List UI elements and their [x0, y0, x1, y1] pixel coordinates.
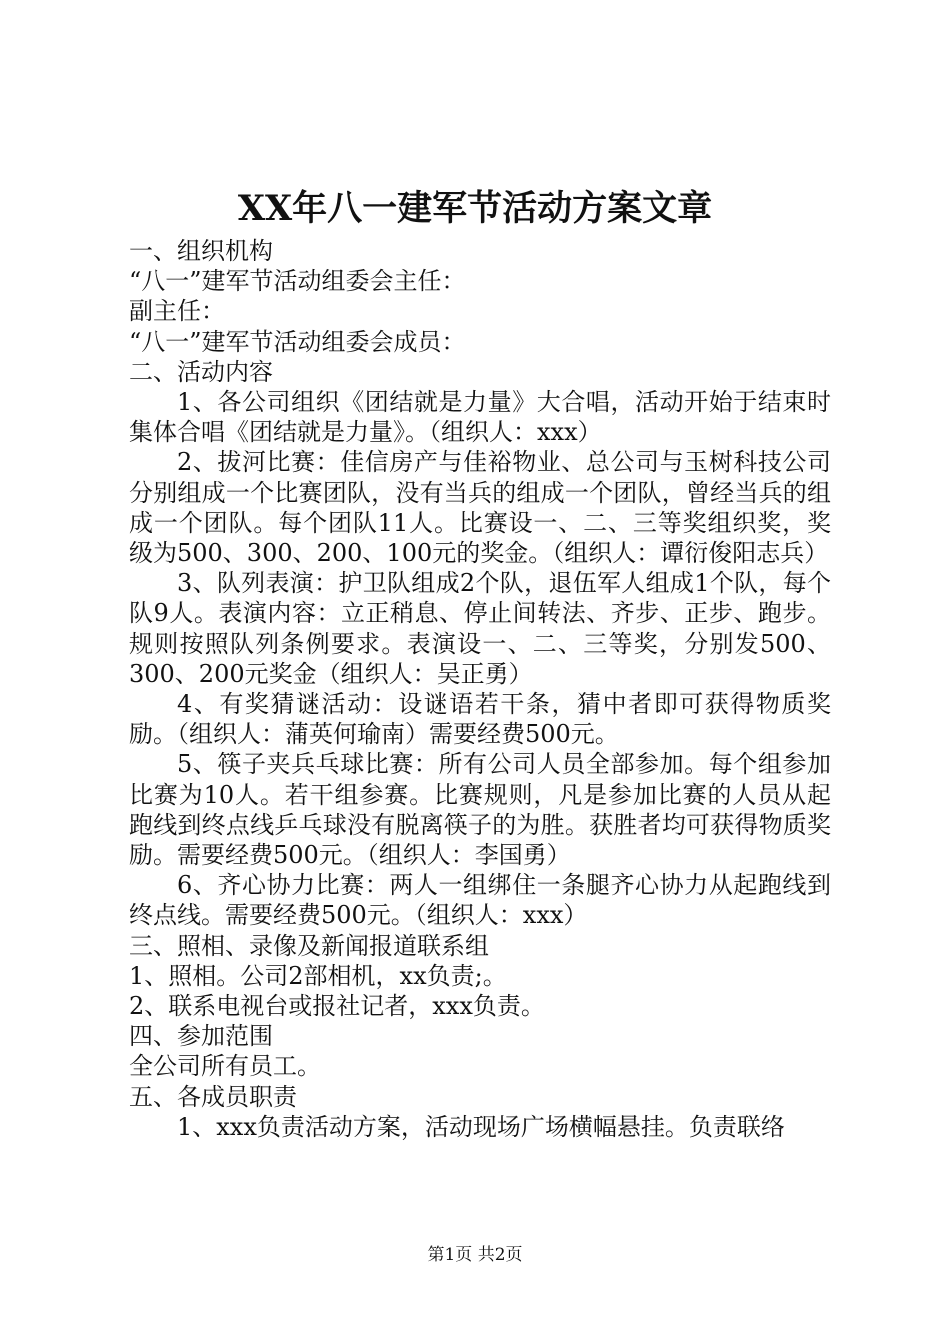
paragraph-committee-members: “八一”建军节活动组委会成员：: [129, 327, 466, 356]
paragraph-media-photo: 1、照相。公司2部相机，xx负责;。: [129, 961, 507, 990]
paragraph-activity-drill: 3、队列表演：护卫队组成2个队，退伍军人组成1个队，每个队9人。表演内容：立正稍息、停止间转法、齐步、正步、跑步。规则按照队列条例要求。表演设一、二、三等奖，分别发500、300、200元奖金（组织人：吴正勇）: [129, 569, 831, 688]
section-heading-media: 三、照相、录像及新闻报道联系组: [129, 931, 489, 960]
document-title: XX年八一建军节活动方案文章: [237, 188, 713, 229]
section-heading-scope: 四、参加范围: [129, 1022, 273, 1051]
section-heading-activities: 二、活动内容: [129, 357, 273, 386]
paragraph-media-press: 2、联系电视台或报社记者，xxx负责。: [129, 992, 545, 1021]
document-body: [129, 236, 831, 1142]
paragraph-activity-three-legged: 6、齐心协力比赛：两人一组绑住一条腿齐心协力从起跑线到终点线。需要经费500元。（组织人：xxx）: [129, 871, 831, 930]
paragraph-deputy-director: 副主任：: [129, 297, 225, 326]
paragraph-duty-1: 1、xxx负责活动方案，活动现场广场横幅悬挂。负责联络: [177, 1112, 785, 1141]
page-number-footer: 第1页 共2页: [427, 1245, 523, 1265]
paragraph-activity-tug-of-war: 2、拔河比赛：佳信房产与佳裕物业、总公司与玉树科技公司分别组成一个比赛团队，没有当兵的组成一个团队，曾经当兵的组成一个团队。每个团队11人。比赛设一、二、三等奖组织奖，奖级为500、300、200、100元的奖金。（组织人：谭衍俊阳志兵）: [129, 448, 831, 568]
paragraph-activity-chopsticks: 5、筷子夹兵乓球比赛：所有公司人员全部参加。每个组参加比赛为10人。若干组参赛。比赛规则，凡是参加比赛的人员从起跑线到终点线乒乓球没有脱离筷子的为胜。获胜者均可获得物质奖励。需要经费500元。（组织人：李国勇）: [129, 750, 831, 870]
paragraph-scope: 全公司所有员工。: [129, 1052, 321, 1081]
paragraph-committee-director: “八一”建军节活动组委会主任：: [129, 267, 466, 296]
paragraph-activity-chorus: 1、各公司组织《团结就是力量》大合唱，活动开始于结束时集体合唱《团结就是力量》。（组织人：xxx）: [129, 388, 831, 447]
section-heading-organization: 一、组织机构: [129, 237, 273, 265]
section-heading-duties: 五、各成员职责: [129, 1082, 297, 1111]
paragraph-activity-riddles: 4、有奖猜谜活动：设谜语若干条，猜中者即可获得物质奖励。（组织人：蒲英何瑜南）需要经费500元。: [129, 690, 831, 749]
